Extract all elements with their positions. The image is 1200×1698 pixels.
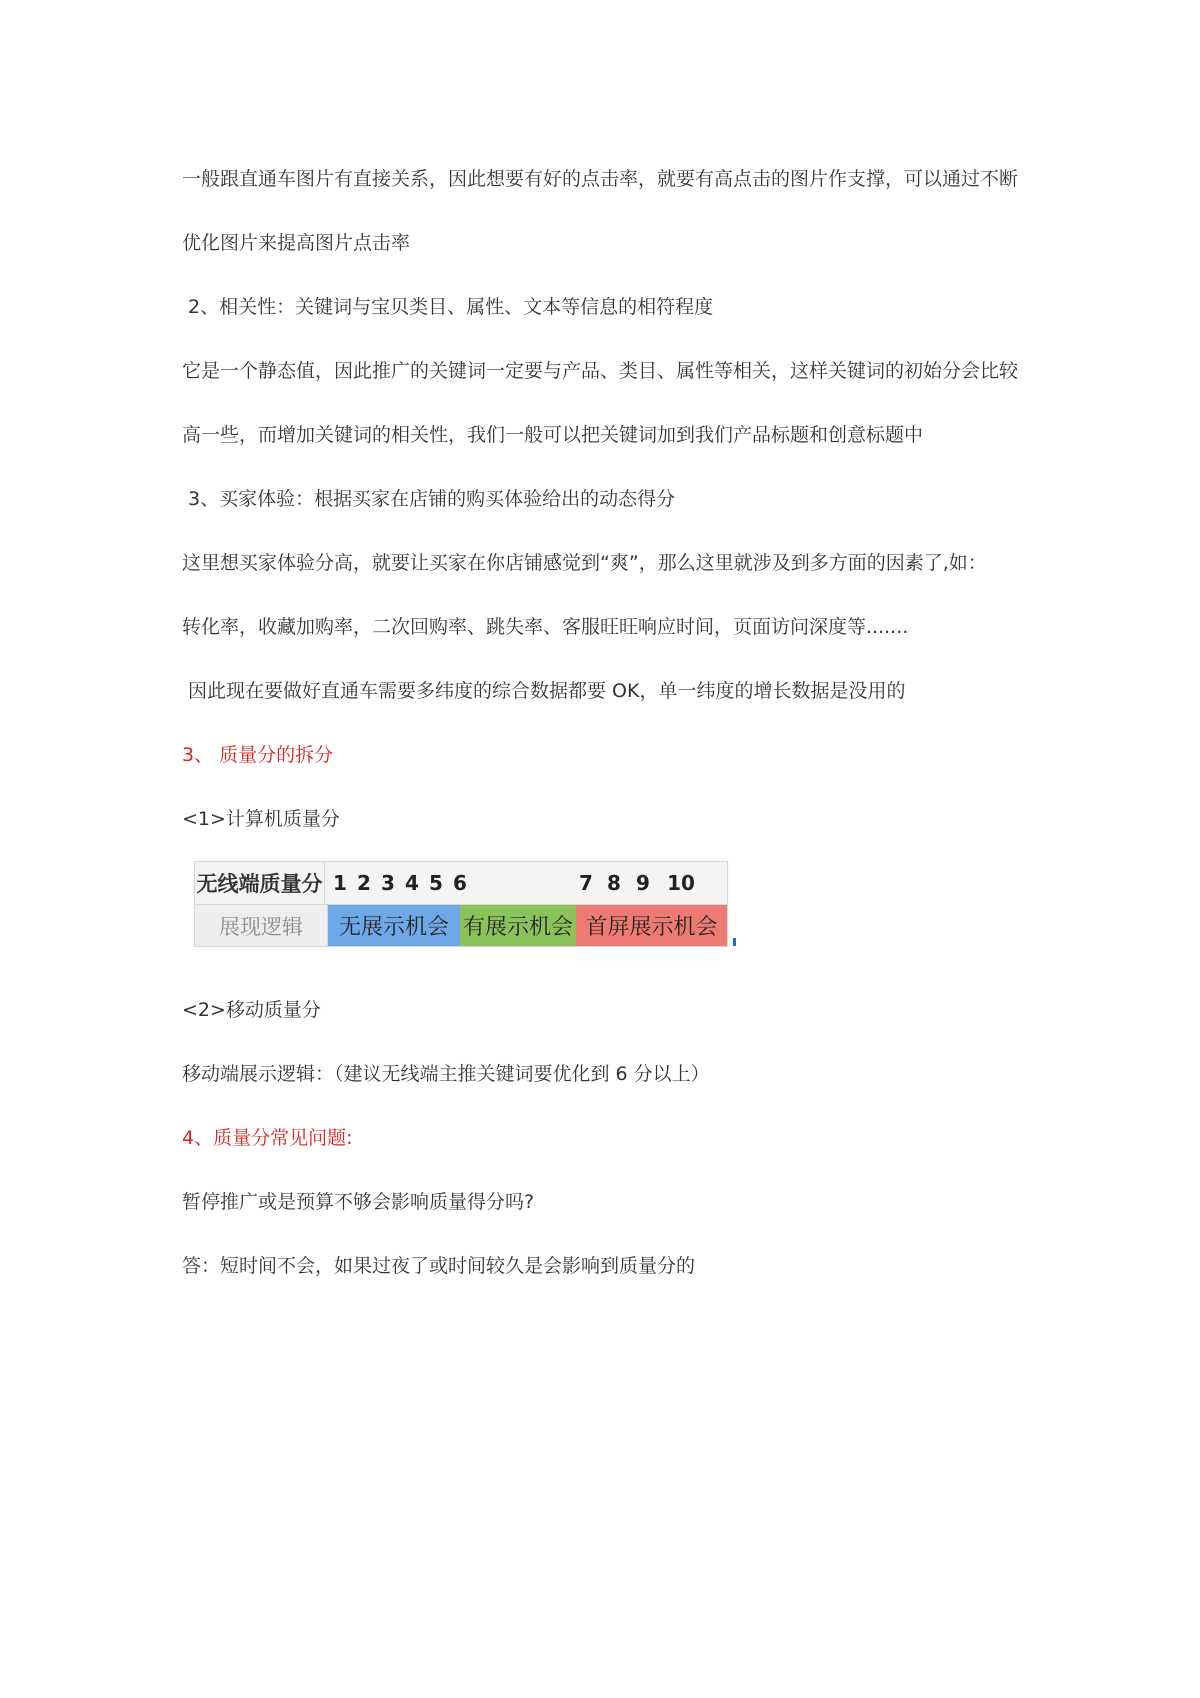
score-4: 4 — [405, 871, 419, 895]
score-3: 3 — [381, 871, 395, 895]
score-6: 6 — [453, 871, 467, 895]
paragraph-buyer-metrics: 转化率，收藏加购率，二次回购率、跳失率、客服旺旺响应时间，页面访问深度等....... — [182, 616, 909, 638]
score-5: 5 — [429, 871, 443, 895]
segment-first-screen: 首屏展示机会 — [576, 905, 727, 946]
paragraph-click-rate: 一般跟直通车图片有直接关系，因此想要有好的点击率，就要有高点击的图片作支撑，可以通过不断 — [182, 168, 1019, 190]
header-label-cell: 无线端质量分 — [195, 862, 325, 904]
display-logic-row — [195, 905, 727, 946]
subheading-pc-score: <1>计算机质量分 — [182, 808, 340, 830]
score-1: 1 — [333, 871, 347, 895]
quality-score-table — [194, 861, 728, 947]
score-7: 7 — [579, 871, 593, 895]
faq-answer: 答：短时间不会，如果过夜了或时间较久是会影响到质量分的 — [182, 1255, 696, 1277]
paragraph-click-rate-cont: 优化图片来提高图片点击率 — [182, 232, 411, 254]
cursor-mark — [733, 938, 736, 946]
faq-question: 暂停推广或是预算不够会影响质量得分吗? — [182, 1191, 535, 1213]
score-8: 8 — [607, 871, 621, 895]
segment-no-display: 无展示机会 — [328, 905, 460, 946]
subheading-mobile-score: <2>移动质量分 — [182, 999, 321, 1021]
heading-relevance: 2、相关性：关键词与宝贝类目、属性、文本等信息的相符程度 — [188, 296, 714, 318]
paragraph-mobile-logic: 移动端展示逻辑：（建议无线端主推关键词要优化到 6 分以上） — [182, 1063, 710, 1085]
section-heading-breakdown: 3、 质量分的拆分 — [182, 744, 334, 766]
paragraph-relevance-cont: 高一些，而增加关键词的相关性，我们一般可以把关键词加到我们产品标题和创意标题中 — [182, 424, 924, 446]
segment-has-display: 有展示机会 — [460, 905, 576, 946]
paragraph-buyer-experience: 这里想买家体验分高，就要让买家在你店铺感觉到“爽”，那么这里就涉及到多方面的因素了,如： — [182, 552, 987, 574]
section-heading-faq: 4、质量分常见问题: — [182, 1127, 353, 1149]
score-10: 10 — [667, 871, 695, 895]
paragraph-conclusion: 因此现在要做好直通车需要多纬度的综合数据都要 OK，单一纬度的增长数据是没用的 — [188, 680, 906, 702]
score-9: 9 — [636, 871, 650, 895]
logic-label-cell: 展现逻辑 — [195, 905, 328, 946]
score-2: 2 — [357, 871, 371, 895]
paragraph-relevance: 它是一个静态值，因此推广的关键词一定要与产品、类目、属性等相关，这样关键词的初始分会比较 — [182, 360, 1019, 382]
heading-buyer-experience: 3、买家体验：根据买家在店铺的购买体验给出的动态得分 — [188, 488, 676, 510]
score-header-row — [195, 862, 727, 905]
